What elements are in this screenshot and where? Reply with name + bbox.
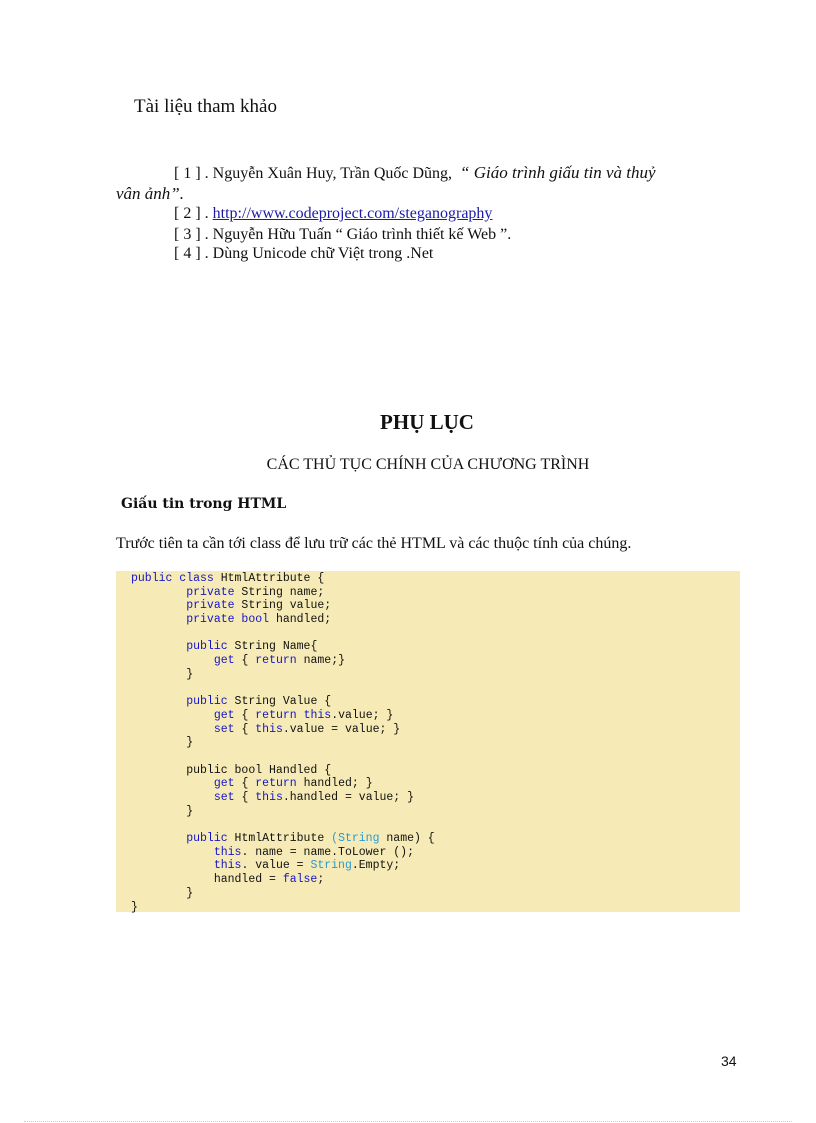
code-text: { [234,791,256,804]
reference-text: Dùng Unicode chữ Việt trong .Net [212,245,434,262]
code-text: } [131,804,194,818]
code-line [131,859,740,873]
code-line [131,668,740,682]
code-text [131,859,214,872]
code-text [131,832,186,845]
code-text: { [234,777,256,791]
intro-paragraph: Trước tiên ta cần tới class để lưu trữ các thẻ HTML và các thuộc tính của chúng. [116,535,632,552]
code-line [131,682,740,696]
code-block [116,571,740,912]
code-keyword: public [186,695,228,709]
code-text: .handled = value; } [282,791,414,804]
code-text [131,709,214,722]
code-text: { [234,654,256,668]
code-text: HtmlAttribute [227,832,332,846]
code-text: name) { [379,832,435,846]
reference-title-continued: vân ảnh”. [116,184,184,203]
code-keyword: private [186,599,235,613]
code-text [131,695,186,708]
code-line [131,627,740,641]
code-line [131,736,740,750]
code-line [131,818,740,832]
reference-number: [ 3 ] . [174,226,209,243]
code-text: HtmlAttribute { [213,572,325,585]
reference-item-1-continued [116,184,184,204]
code-keyword: this [213,845,242,859]
code-keyword: set [213,722,235,736]
code-line [131,873,740,887]
code-text: } [131,886,194,900]
code-text [131,640,186,653]
code-line [131,750,740,764]
code-keyword: return [255,654,297,668]
code-keyword: get [213,777,235,791]
code-text: handled = [131,873,283,887]
code-line [131,613,740,627]
section-heading: Giấu tin trong HTML [121,496,287,512]
code-type: String [310,859,352,873]
reference-item-3 [174,226,511,244]
code-keyword: return this [255,708,332,722]
code-text: . name = name.ToLower (); [241,845,414,859]
code-text: .value = value; } [282,722,401,736]
code-line [131,901,740,915]
code-type: (String [331,832,380,846]
code-keyword: return [255,777,297,791]
reference-item-2 [174,205,492,223]
code-line [131,695,740,709]
code-line [131,764,740,778]
code-keyword: this [213,859,242,873]
code-text [131,654,214,667]
code-text: { [234,708,256,722]
code-text: } [131,736,194,750]
code-keyword: get [213,654,235,668]
code-text: .value; } [331,708,394,722]
reference-text: Nguyễn Hữu Tuấn “ Giáo trình thiết kế Web ”. [212,226,512,243]
code-text: name;} [296,654,345,668]
references-title: Tài liệu tham khảo [134,96,277,117]
reference-title: “ Giáo trình giấu tin và thuỷ [460,163,656,182]
code-text: String value; [234,599,332,613]
reference-item-1 [174,163,656,183]
code-keyword: private [186,585,235,599]
code-keyword: private bool [186,613,270,627]
code-line [131,572,740,586]
reference-author: Nguyễn Xuân Huy, Trần Quốc Dũng, [212,165,453,182]
code-text: ; [317,873,325,887]
code-text: } [131,900,138,914]
code-line [131,654,740,668]
code-keyword: public [186,640,228,654]
code-text [131,586,186,599]
code-text: String Value { [227,695,332,709]
appendix-title: PHỤ LỤC [380,410,474,434]
code-keyword: this [255,722,283,736]
code-text [131,599,186,612]
code-text: String name; [234,585,325,599]
page-number: 34 [721,1053,737,1069]
code-text: handled; [269,613,332,627]
code-line [131,846,740,860]
reference-item-4 [174,245,433,263]
code-text: { [234,722,256,736]
appendix-subtitle: CÁC THỦ TỤC CHÍNH CỦA CHƯƠNG TRÌNH [266,456,590,473]
code-line [131,599,740,613]
code-keyword: public [186,832,228,846]
page-bottom-divider [24,1121,792,1122]
code-keyword: false [282,873,318,887]
code-line [131,586,740,600]
code-text [131,613,186,626]
code-text: .Empty; [351,859,401,873]
reference-number: [ 4 ] . [174,245,209,262]
code-line [131,777,740,791]
code-line [131,723,740,737]
code-text [131,723,214,736]
code-text [131,791,214,804]
code-line [131,805,740,819]
code-keyword: public class [131,572,214,585]
code-text: String Name{ [227,640,318,654]
code-keyword: this [255,791,283,804]
code-keyword: set [213,791,235,804]
code-line [131,640,740,654]
code-line [131,709,740,723]
code-text: public bool Handled { [131,763,332,777]
code-text: } [131,667,194,681]
reference-number: [ 2 ] . [174,205,209,222]
code-text: . value = [241,859,311,873]
code-text [131,777,214,790]
code-text [131,846,214,859]
code-line [131,832,740,846]
code-line [131,791,740,805]
reference-link[interactable]: http://www.codeproject.com/steganography [212,205,493,222]
code-keyword: get [213,708,235,722]
reference-number: [ 1 ] . [174,165,209,182]
code-text: handled; } [296,777,373,791]
code-line [131,887,740,901]
